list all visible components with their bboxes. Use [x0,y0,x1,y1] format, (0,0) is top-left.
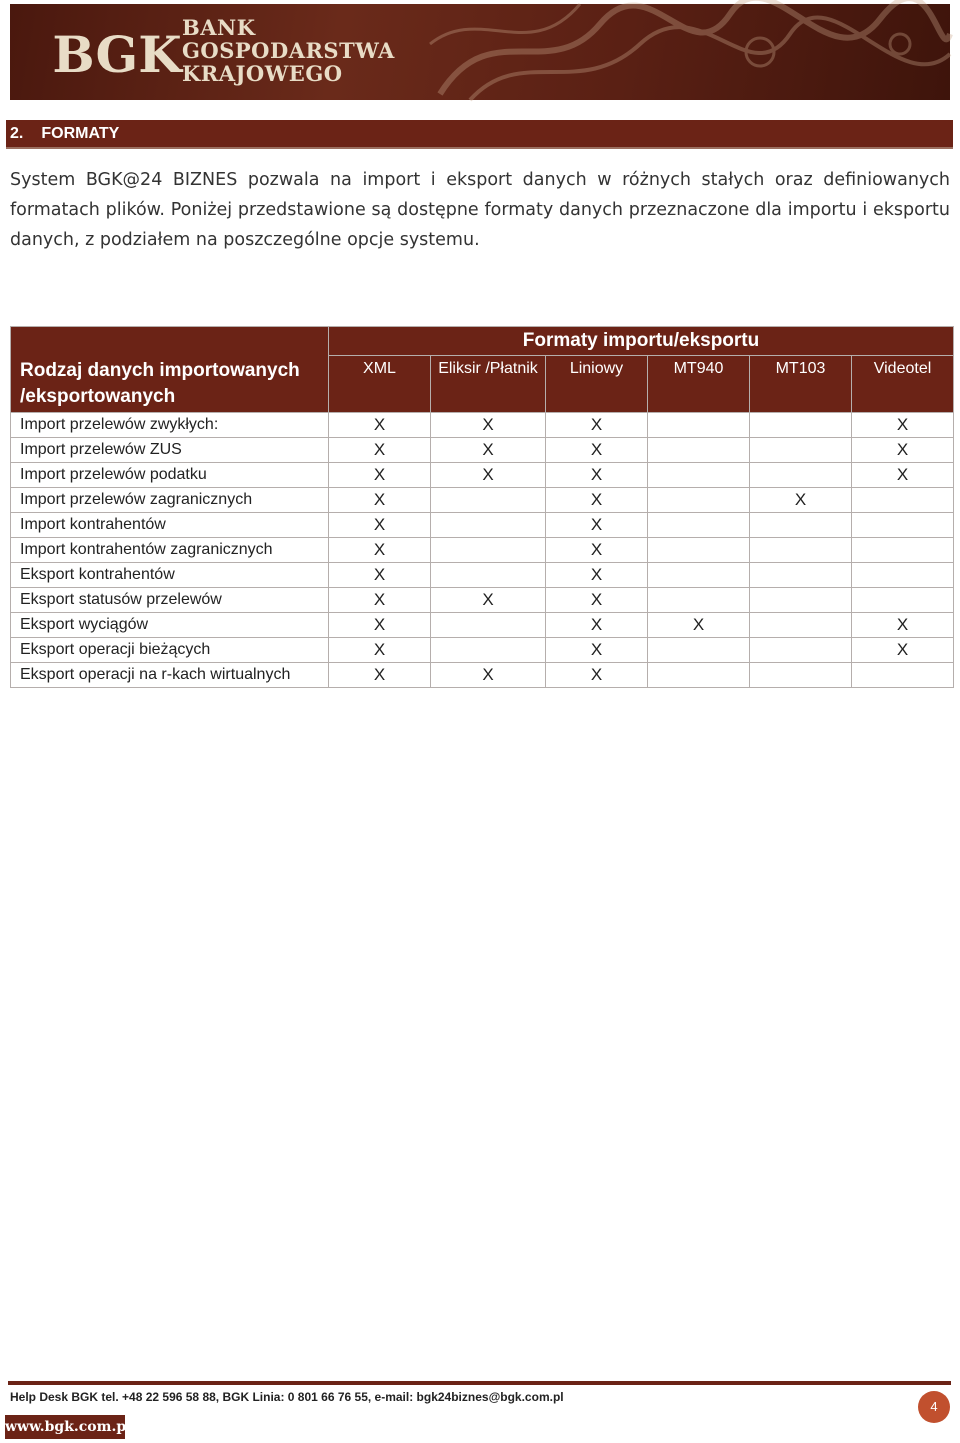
format-cell: X [546,513,648,538]
format-cell [648,638,750,663]
table-row [11,588,954,613]
logo-monogram: BGK [52,25,182,84]
format-cell: X [852,638,954,663]
format-cell: X [431,588,546,613]
row-label: Eksport statusów przelewów [11,588,329,613]
formats-group-header: Formaty importu/eksportu [329,327,954,356]
format-cell: X [546,488,648,513]
format-cell: X [546,563,648,588]
format-cell [852,563,954,588]
format-cell [648,413,750,438]
format-cell: X [852,413,954,438]
format-cell: X [329,488,431,513]
format-cell [750,513,852,538]
format-cell [750,463,852,488]
row-label: Import przelewów zwykłych: [11,413,329,438]
formats-table-body [11,413,954,688]
format-cell [750,638,852,663]
format-cell [431,538,546,563]
bank-name-line-2: GOSPODARSTWA [182,38,395,63]
format-cell: X [329,638,431,663]
format-cell: X [648,613,750,638]
column-header-xml: XML [329,356,431,413]
section-heading [6,120,953,149]
row-label: Import kontrahentów [11,513,329,538]
format-cell: X [431,663,546,688]
format-cell: X [546,413,648,438]
row-label: Eksport operacji na r-kach wirtualnych [11,663,329,688]
format-cell: X [546,463,648,488]
table-row [11,613,954,638]
format-cell [750,613,852,638]
format-cell [852,488,954,513]
table-row [11,413,954,438]
format-cell [750,413,852,438]
format-cell: X [329,438,431,463]
format-cell [750,663,852,688]
row-label: Import przelewów podatku [11,463,329,488]
column-header-mt103: MT103 [750,356,852,413]
format-cell [852,663,954,688]
format-cell: X [546,613,648,638]
format-cell: X [329,613,431,638]
bank-name-line-3: KRAJOWEGO [182,61,343,86]
format-cell [852,588,954,613]
page-number-badge: 4 [918,1391,950,1423]
bank-name [182,16,395,85]
format-cell: X [431,438,546,463]
format-cell [431,488,546,513]
format-cell [648,663,750,688]
row-label: Import przelewów ZUS [11,438,329,463]
format-cell [852,538,954,563]
row-type-header: Rodzaj danych importowanych /eksportowanych [11,327,329,413]
format-cell [852,513,954,538]
bank-name-line-1: BANK [182,15,256,40]
format-cell [750,588,852,613]
format-cell [431,613,546,638]
format-cell: X [546,588,648,613]
format-cell: X [750,488,852,513]
bgk-monogram-logo [52,14,182,92]
format-cell [750,563,852,588]
format-cell [648,513,750,538]
ornament-decoration [430,4,950,100]
format-cell: X [431,413,546,438]
helpdesk-contact: Help Desk BGK tel. +48 22 596 58 88, BGK Linia: 0 801 66 76 55, e-mail: bgk24biznes@bgk.com.pl [10,1390,564,1404]
format-cell: X [329,663,431,688]
format-cell: X [852,438,954,463]
format-cell [750,438,852,463]
format-cell: X [329,563,431,588]
format-cell [648,588,750,613]
table-row [11,513,954,538]
format-cell: X [329,588,431,613]
row-label: Eksport operacji bieżących [11,638,329,663]
table-row [11,463,954,488]
table-row [11,638,954,663]
format-cell [431,513,546,538]
header-banner [10,4,950,100]
table-row [11,563,954,588]
footer-divider [8,1381,951,1385]
table-row [11,538,954,563]
format-cell [431,563,546,588]
format-cell: X [546,663,648,688]
section-number: 2. [10,125,24,142]
format-cell [648,563,750,588]
column-header-liniowy: Liniowy [546,356,648,413]
format-cell: X [852,463,954,488]
format-cell: X [329,413,431,438]
column-header-mt940: MT940 [648,356,750,413]
intro-paragraph: System BGK@24 BIZNES pozwala na import i eksport danych w różnych stałych oraz definiowanych formatach plików. Poniżej przedstawione są dostępne formaty danych przeznaczone dla importu i eksportu danych, z podziałem na poszczególne opcje systemu. [10,170,950,250]
format-cell: X [329,513,431,538]
format-cell: X [431,463,546,488]
row-label: Eksport wyciągów [11,613,329,638]
column-header-videotel: Videotel [852,356,954,413]
format-cell [750,538,852,563]
format-cell [648,488,750,513]
format-cell: X [546,638,648,663]
row-label: Eksport kontrahentów [11,563,329,588]
format-cell [648,463,750,488]
section-title: FORMATY [41,125,120,142]
format-cell [648,538,750,563]
format-cell: X [329,538,431,563]
formats-table [10,326,954,688]
table-row [11,488,954,513]
website-link[interactable]: www.bgk.com.pl [5,1415,125,1439]
table-row [11,438,954,463]
format-cell [648,438,750,463]
format-cell: X [546,438,648,463]
format-cell: X [852,613,954,638]
column-header-eliksir: Eliksir /Płatnik [431,356,546,413]
format-cell [431,638,546,663]
table-row [11,663,954,688]
row-label: Import przelewów zagranicznych [11,488,329,513]
format-cell: X [546,538,648,563]
format-cell: X [329,463,431,488]
row-label: Import kontrahentów zagranicznych [11,538,329,563]
